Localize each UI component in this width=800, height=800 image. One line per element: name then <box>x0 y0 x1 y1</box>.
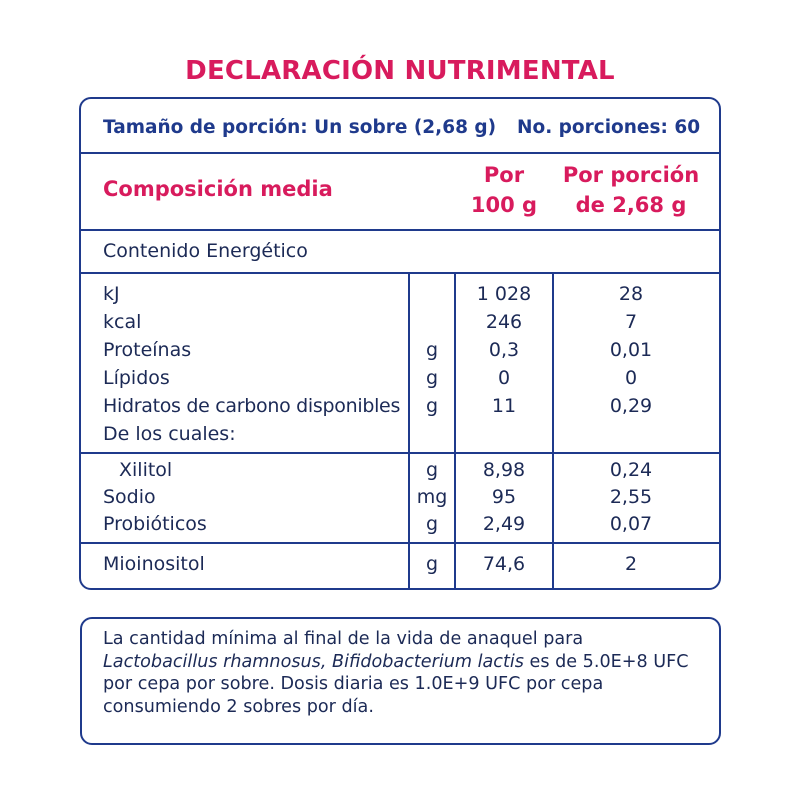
per-portion-header-line2: de 2,68 g <box>575 193 687 217</box>
nutrient-name: Mioinositol <box>103 553 205 575</box>
nutrient-name: Proteínas <box>103 339 192 361</box>
nutrient-name: Sodio <box>103 486 156 508</box>
value-per-100g: 95 <box>491 486 517 508</box>
note-line: La cantidad mínima al final de la vida de anaquel para <box>103 629 584 649</box>
value-per-portion: 0,24 <box>609 459 653 481</box>
per-portion-header-line1: Por porción <box>562 163 700 187</box>
column-separator <box>552 272 554 588</box>
value-per-portion: 7 <box>624 311 638 333</box>
nutrient-name: Probióticos <box>103 513 207 535</box>
note-line <box>103 651 713 674</box>
composition-header: Composición media <box>103 177 333 201</box>
value-per-portion: 0,29 <box>609 395 653 417</box>
serving-size-label: Tamaño de porción: Un sobre (2,68 g) <box>103 117 497 138</box>
column-separator <box>408 272 410 588</box>
nutrient-name: Hidratos de carbono disponibles <box>103 395 401 417</box>
note-line-rest: es de 5.0E+8 UFC <box>523 651 689 672</box>
divider <box>81 272 719 274</box>
value-per-portion: 2,55 <box>609 486 653 508</box>
value-per-portion: 0,07 <box>609 513 653 535</box>
divider <box>81 452 719 454</box>
value-per-100g: 2,49 <box>482 513 526 535</box>
divider <box>81 542 719 544</box>
value-per-portion: 2 <box>624 553 638 575</box>
value-per-100g: 8,98 <box>482 459 526 481</box>
note-line: consumiendo 2 sobres por día. <box>103 696 374 717</box>
nutrient-subheader: De los cuales: <box>103 423 236 445</box>
value-per-portion: 0,01 <box>609 339 653 361</box>
divider <box>81 152 719 154</box>
nutrient-unit: g <box>425 513 439 535</box>
page-title: DECLARACIÓN NUTRIMENTAL <box>185 56 615 86</box>
value-per-100g: 11 <box>491 395 517 417</box>
nutrient-unit: g <box>425 367 439 389</box>
value-per-100g: 0,3 <box>488 339 520 361</box>
nutrient-unit: g <box>425 553 439 575</box>
nutrient-name: kJ <box>103 283 120 305</box>
note-line: por cepa por sobre. Dosis diaria es 1.0E+9 UFC por cepa <box>103 674 604 694</box>
value-per-100g: 0 <box>497 367 511 389</box>
bacteria-names: Lactobacillus rhamnosus, Bifidobacterium lactis <box>103 651 524 672</box>
nutrient-name: Xilitol <box>119 459 173 481</box>
nutrient-unit: g <box>425 395 439 417</box>
per-100g-header-line1: Por <box>483 163 525 187</box>
nutrient-name: kcal <box>103 311 142 333</box>
nutrient-unit: g <box>425 459 439 481</box>
nutrient-unit: mg <box>416 486 448 508</box>
energy-header: Contenido Energético <box>103 240 308 262</box>
value-per-portion: 28 <box>618 283 644 305</box>
nutrient-unit: g <box>425 339 439 361</box>
column-separator <box>454 272 456 588</box>
nutrient-name: Lípidos <box>103 367 170 389</box>
per-100g-header-line2: 100 g <box>470 193 538 217</box>
value-per-100g: 1 028 <box>476 283 532 305</box>
portions-count-label: No. porciones: 60 <box>517 117 701 138</box>
value-per-100g: 246 <box>485 311 523 333</box>
value-per-100g: 74,6 <box>482 553 526 575</box>
probiotic-note <box>103 628 713 718</box>
divider <box>81 229 719 231</box>
value-per-portion: 0 <box>624 367 638 389</box>
